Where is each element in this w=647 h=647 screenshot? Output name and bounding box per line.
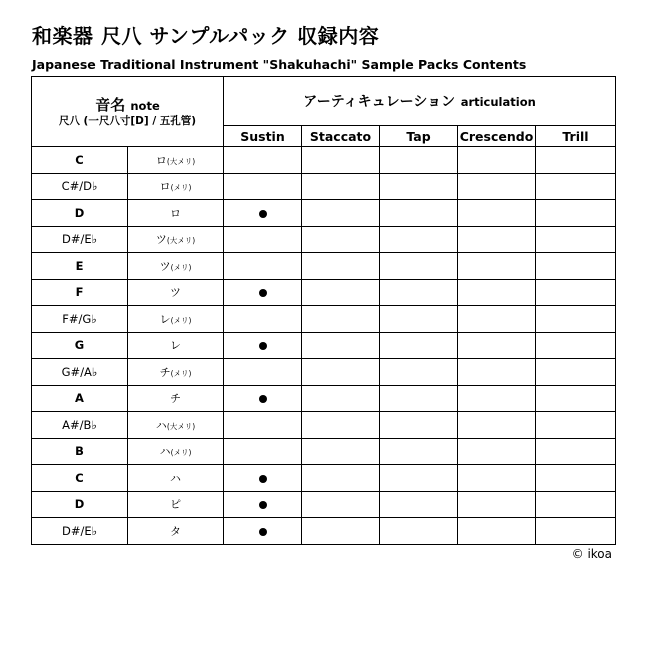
fingering-kana: ツ [159, 259, 171, 273]
articulation-cell [224, 147, 302, 174]
fingering-kana: ツ [155, 233, 167, 247]
page-subtitle: Japanese Traditional Instrument "Shakuhachi" Sample Packs Contents [32, 57, 527, 72]
fingering-kana: タ [170, 524, 181, 538]
table-row [32, 200, 616, 227]
table-row [32, 173, 616, 200]
articulation-cell [536, 518, 616, 545]
fingering-modifier: (メリ) [170, 262, 192, 272]
fingering-kana: チ [170, 392, 181, 406]
articulation-cell [458, 438, 536, 465]
articulation-cell [536, 147, 616, 174]
articulation-cell [536, 465, 616, 492]
articulation-cell [302, 226, 380, 253]
note-name-cell: G#/A♭ [32, 359, 128, 386]
articulation-cell [536, 306, 616, 333]
column-header-sustin: Sustin [224, 126, 302, 147]
articulation-cell [380, 359, 458, 386]
note-name-cell: F#/G♭ [32, 306, 128, 333]
fingering-cell [128, 359, 224, 386]
fingering-kana: ハ [159, 445, 171, 459]
table-row [32, 438, 616, 465]
note-name-cell: E [32, 253, 128, 280]
column-header-crescendo: Crescendo [458, 126, 536, 147]
articulation-cell [224, 518, 302, 545]
fingering-kana: チ [159, 365, 171, 379]
column-header-trill: Trill [536, 126, 616, 147]
articulation-cell [380, 147, 458, 174]
articulation-cell [224, 226, 302, 253]
articulation-cell [302, 200, 380, 227]
fingering-modifier: (メリ) [170, 368, 192, 378]
articulation-cell [302, 518, 380, 545]
fingering-cell [128, 226, 224, 253]
articulation-cell [536, 491, 616, 518]
articulation-cell [302, 279, 380, 306]
articulation-cell [380, 438, 458, 465]
articulation-cell [224, 438, 302, 465]
note-name-cell: C [32, 465, 128, 492]
table-row [32, 359, 616, 386]
note-header-cell [32, 77, 224, 147]
articulation-cell [536, 253, 616, 280]
articulation-cell [458, 332, 536, 359]
fingering-cell [128, 518, 224, 545]
articulation-cell [458, 253, 536, 280]
fingering-modifier: (大メリ) [166, 421, 196, 431]
fingering-cell [128, 306, 224, 333]
fingering-cell [128, 253, 224, 280]
articulation-cell [302, 306, 380, 333]
fingering-cell [128, 438, 224, 465]
articulation-header-en: articulation [460, 95, 536, 109]
articulation-cell [380, 465, 458, 492]
fingering-kana: ロ [155, 153, 167, 167]
table-row [32, 412, 616, 439]
articulation-header-jp: アーティキュレーション [303, 94, 456, 110]
articulation-cell [380, 385, 458, 412]
articulation-cell [224, 359, 302, 386]
fingering-kana: レ [159, 312, 171, 326]
fingering-kana: ハ [155, 418, 167, 432]
table-row [32, 226, 616, 253]
articulation-cell [536, 438, 616, 465]
articulation-cell [458, 518, 536, 545]
articulation-cell [536, 200, 616, 227]
fingering-kana: ハ [170, 471, 181, 485]
articulation-cell [380, 253, 458, 280]
articulation-cell [302, 385, 380, 412]
fingering-cell [128, 491, 224, 518]
fingering-modifier: (メリ) [170, 183, 192, 193]
articulation-cell [458, 412, 536, 439]
articulation-cell [380, 200, 458, 227]
articulation-cell [536, 332, 616, 359]
note-name-cell: C [32, 147, 128, 174]
table-row [32, 332, 616, 359]
articulation-cell [380, 518, 458, 545]
note-name-cell: D [32, 491, 128, 518]
fingering-cell [128, 147, 224, 174]
articulation-cell [458, 173, 536, 200]
articulation-cell [302, 438, 380, 465]
fingering-modifier: (メリ) [170, 315, 192, 325]
table-row [32, 385, 616, 412]
articulation-cell [458, 385, 536, 412]
articulation-cell [302, 253, 380, 280]
included-dot-icon [259, 342, 267, 350]
articulation-cell [302, 359, 380, 386]
articulation-cell [224, 412, 302, 439]
included-dot-icon [259, 528, 267, 536]
articulation-cell [224, 332, 302, 359]
articulation-cell [224, 385, 302, 412]
articulation-header-cell [224, 77, 616, 126]
articulation-cell [302, 173, 380, 200]
note-name-cell: G [32, 332, 128, 359]
articulation-cell [302, 491, 380, 518]
articulation-cell [224, 491, 302, 518]
articulation-cell [302, 465, 380, 492]
articulation-cell [302, 412, 380, 439]
table-body [32, 147, 616, 545]
table-row [32, 253, 616, 280]
note-name-cell: D#/E♭ [32, 226, 128, 253]
articulation-cell [380, 306, 458, 333]
articulation-cell [224, 465, 302, 492]
table-row [32, 465, 616, 492]
articulation-cell [536, 226, 616, 253]
table-row [32, 306, 616, 333]
fingering-cell [128, 412, 224, 439]
fingering-kana: ロ [170, 206, 181, 220]
note-header-en: note [130, 98, 160, 113]
copyright-notice: © ikoa [571, 547, 612, 561]
articulation-cell [224, 200, 302, 227]
note-name-cell: A#/B♭ [32, 412, 128, 439]
column-header-tap: Tap [380, 126, 458, 147]
table-row [32, 491, 616, 518]
articulation-cell [302, 147, 380, 174]
fingering-cell [128, 332, 224, 359]
included-dot-icon [259, 501, 267, 509]
note-header-sub: 尺八 (一尺八寸[D] / 五孔管) [58, 114, 197, 127]
note-header-jp: 音名 [95, 95, 126, 114]
note-name-cell: D#/E♭ [32, 518, 128, 545]
fingering-cell [128, 173, 224, 200]
articulation-cell [458, 306, 536, 333]
fingering-modifier: (メリ) [170, 448, 192, 458]
fingering-cell [128, 465, 224, 492]
table-row [32, 279, 616, 306]
note-name-cell: F [32, 279, 128, 306]
fingering-modifier: (大メリ) [166, 236, 196, 246]
fingering-kana: ツ [170, 286, 181, 300]
articulation-cell [224, 279, 302, 306]
included-dot-icon [259, 395, 267, 403]
articulation-cell [380, 491, 458, 518]
articulation-cell [458, 465, 536, 492]
articulation-cell [380, 173, 458, 200]
note-name-cell: A [32, 385, 128, 412]
articulation-cell [458, 147, 536, 174]
articulation-cell [224, 253, 302, 280]
articulation-cell [536, 173, 616, 200]
articulation-cell [302, 332, 380, 359]
included-dot-icon [259, 475, 267, 483]
page-title: 和楽器 尺八 サンプルパック 収録内容 [32, 24, 380, 48]
articulation-cell [458, 359, 536, 386]
fingering-modifier: (大メリ) [166, 156, 196, 166]
articulation-cell [536, 359, 616, 386]
fingering-cell [128, 385, 224, 412]
articulation-cell [458, 200, 536, 227]
contents-table [31, 76, 616, 545]
included-dot-icon [259, 289, 267, 297]
articulation-cell [458, 279, 536, 306]
articulation-cell [380, 332, 458, 359]
articulation-cell [536, 279, 616, 306]
column-header-staccato: Staccato [302, 126, 380, 147]
note-name-cell: D [32, 200, 128, 227]
articulation-cell [536, 412, 616, 439]
articulation-cell [380, 279, 458, 306]
articulation-cell [536, 385, 616, 412]
fingering-kana: レ [170, 339, 181, 353]
articulation-cell [380, 412, 458, 439]
articulation-cell [458, 226, 536, 253]
fingering-kana: ロ [159, 180, 171, 194]
included-dot-icon [259, 210, 267, 218]
table-row [32, 518, 616, 545]
note-name-cell: C#/D♭ [32, 173, 128, 200]
table-row [32, 147, 616, 174]
fingering-kana: ピ [170, 498, 181, 512]
fingering-cell [128, 279, 224, 306]
fingering-cell [128, 200, 224, 227]
articulation-cell [224, 306, 302, 333]
articulation-cell [224, 173, 302, 200]
articulation-cell [458, 491, 536, 518]
articulation-cell [380, 226, 458, 253]
note-name-cell: B [32, 438, 128, 465]
